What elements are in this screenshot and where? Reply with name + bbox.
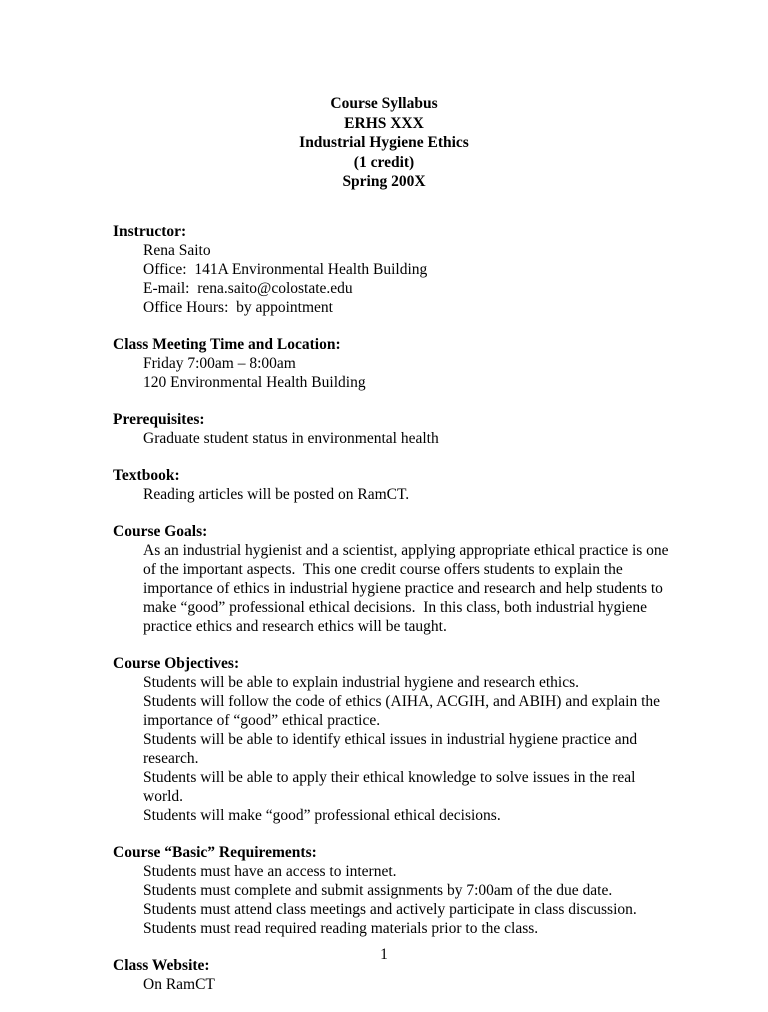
requirement-item: Students must have an access to internet. [143,863,397,880]
section-heading: Course Objectives: [113,655,240,672]
section-heading: Course “Basic” Requirements: [113,844,317,861]
section-requirements [113,843,674,938]
objective-item: Students will be able to explain industrial hygiene and research ethics. [143,674,580,691]
section-body [114,673,671,825]
objective-item: Students will be able to identify ethical issues in industrial hygiene practice and research. [143,731,638,767]
goals-paragraph: As an industrial hygienist and a scientist, applying appropriate ethical practice is one of the important aspects. This one credit course offers students to explain the importance of ethics in industrial hygiene practice and research and help students to make “good” professional ethical decisions. In this class, both industrial hygiene practice ethics and research ethics will be taught. [143,542,673,635]
website-item: On RamCT [143,976,215,993]
section-prerequisites [113,410,674,448]
title-course-name: Industrial Hygiene Ethics [299,134,469,151]
section-heading: Prerequisites: [113,411,205,428]
instructor-name: Rena Saito [143,242,211,259]
title-block [0,94,768,192]
section-body [114,862,674,938]
section-body [114,429,674,448]
section-heading: Course Goals: [113,523,208,540]
section-body [114,354,674,392]
prerequisite-item: Graduate student status in environmental health [143,430,439,447]
section-heading: Textbook: [113,467,180,484]
section-body [114,241,674,317]
title-credits: (1 credit) [353,153,415,171]
section-textbook [113,466,674,504]
title-term: Spring 200X [342,173,426,190]
section-instructor [113,222,674,317]
requirement-item: Students must complete and submit assignments by 7:00am of the due date. [143,882,613,899]
textbook-item: Reading articles will be posted on RamCT. [143,486,410,503]
section-body [114,485,674,504]
requirement-item: Students must attend class meetings and actively participate in class discussion. [143,901,637,918]
meeting-location: 120 Environmental Health Building [143,374,366,391]
section-objectives [113,654,674,825]
page-number: 1 [380,946,388,963]
title-course-syllabus: Course Syllabus [330,95,438,112]
objective-item: Students will make “good” professional ethical decisions. [143,807,501,824]
section-heading: Class Website: [113,957,210,974]
instructor-email: E-mail: rena.saito@colostate.edu [143,280,353,297]
requirement-item: Students must read required reading materials prior to the class. [143,920,539,937]
section-heading: Class Meeting Time and Location: [113,336,341,353]
instructor-office-hours: Office Hours: by appointment [143,299,333,316]
objective-item: Students will follow the code of ethics (AIHA, ACGIH, and ABIH) and explain the importance of “good” ethical practice. [143,693,661,729]
title-course-code: ERHS XXX [344,114,424,132]
section-goals [113,522,674,636]
section-body [114,975,674,994]
syllabus-content [114,222,674,1012]
objective-item: Students will be able to apply their ethical knowledge to solve issues in the real world. [143,769,636,805]
section-meeting [113,335,674,392]
meeting-time: Friday 7:00am – 8:00am [143,355,296,372]
instructor-office: Office: 141A Environmental Health Building [143,261,428,278]
section-heading: Instructor: [113,223,187,240]
